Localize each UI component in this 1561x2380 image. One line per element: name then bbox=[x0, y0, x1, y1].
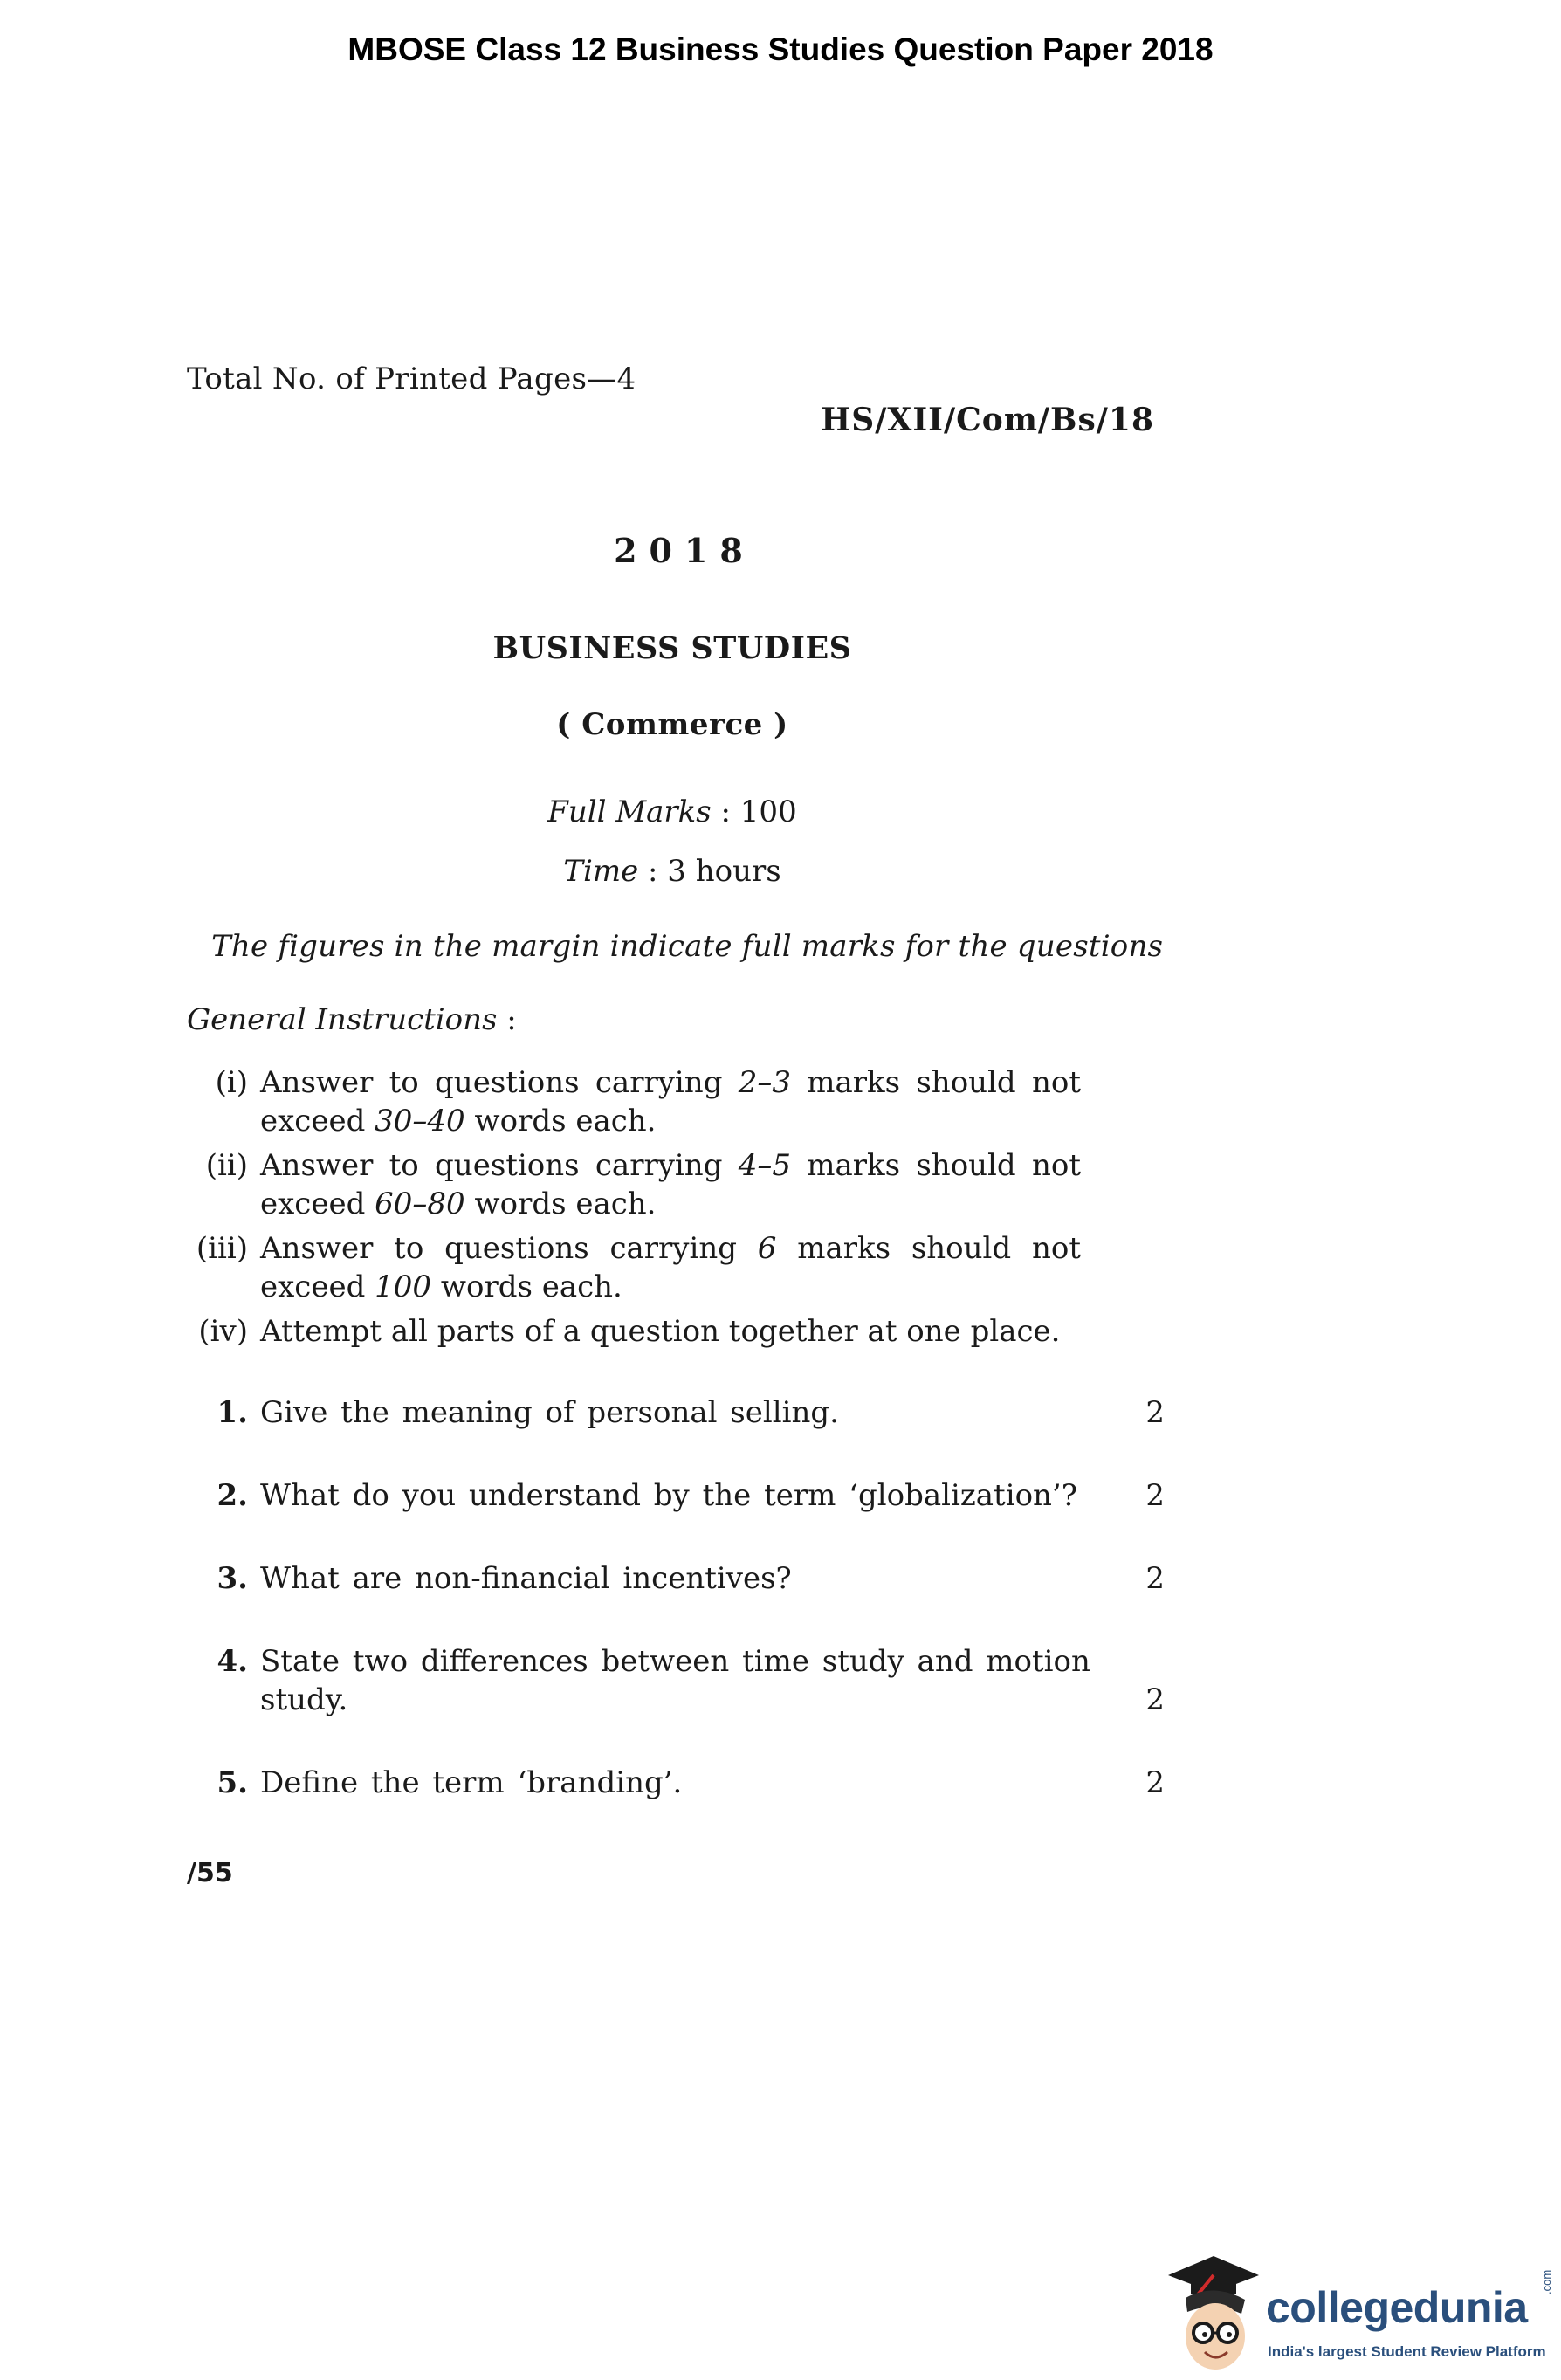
printed-pages-count: Total No. of Printed Pages—4 bbox=[187, 361, 636, 396]
subject-title: BUSINESS STUDIES bbox=[492, 630, 852, 666]
instruction-number: (iii) bbox=[196, 1231, 248, 1266]
margin-note: The figures in the margin indicate full marks for the questions bbox=[211, 929, 1164, 964]
instruction-text-part: marks should not exceed bbox=[260, 1231, 1081, 1304]
question-item bbox=[187, 1642, 1165, 1719]
logo-wordmark: collegedunia bbox=[1266, 2283, 1528, 2332]
question-item bbox=[187, 1393, 1165, 1432]
time-value: : 3 hours bbox=[638, 854, 781, 889]
question-number: 2. bbox=[217, 1478, 248, 1513]
instruction-marks-range: 6 bbox=[757, 1231, 777, 1266]
instruction-text bbox=[260, 1146, 1081, 1223]
paper-code: HS/XII/Com/Bs/18 bbox=[821, 402, 1154, 438]
question-number: 3. bbox=[217, 1561, 248, 1596]
question-marks: 2 bbox=[1145, 1478, 1165, 1513]
logo-tagline: India's largest Student Review Platform bbox=[1268, 2343, 1546, 2360]
question-text: Give the meaning of personal selling. bbox=[260, 1395, 839, 1430]
document-header-title: MBOSE Class 12 Business Studies Question Paper 2018 bbox=[347, 31, 1214, 67]
pupil-left bbox=[1202, 2332, 1207, 2337]
instruction-text-part: marks should not exceed bbox=[260, 1065, 1081, 1138]
general-instructions-colon: : bbox=[497, 1002, 517, 1037]
instruction-word-range: 30–40 bbox=[375, 1104, 465, 1138]
full-marks bbox=[0, 794, 1344, 829]
question-marks: 2 bbox=[1145, 1395, 1165, 1430]
instruction-number: (iv) bbox=[198, 1314, 248, 1349]
instruction-marks-range: 2–3 bbox=[738, 1065, 791, 1100]
question-text: State two differences between time study and motion study. bbox=[260, 1644, 1090, 1717]
student-mascot-icon bbox=[1161, 2253, 1266, 2375]
question-number: 5. bbox=[217, 1765, 248, 1800]
instruction-marks-range: 4–5 bbox=[738, 1148, 791, 1183]
time-allowed bbox=[0, 854, 1344, 889]
instruction-text-part: Answer to questions carrying bbox=[260, 1148, 739, 1183]
pupil-right bbox=[1227, 2332, 1232, 2337]
instruction-word-range: 100 bbox=[375, 1269, 432, 1304]
instruction-text-part: Answer to questions carrying bbox=[260, 1065, 739, 1100]
instruction-number: (ii) bbox=[205, 1148, 248, 1183]
full-marks-label: Full Marks bbox=[547, 794, 712, 829]
stream-label: ( Commerce ) bbox=[556, 707, 788, 742]
instruction-text bbox=[260, 1063, 1081, 1140]
question-marks: 2 bbox=[1145, 1765, 1165, 1800]
instruction-item bbox=[187, 1063, 1081, 1140]
general-instructions-title bbox=[187, 1002, 517, 1037]
question-text: What do you understand by the term ‘globalization’? bbox=[260, 1478, 1077, 1513]
instruction-item bbox=[187, 1312, 1081, 1351]
full-marks-value: : 100 bbox=[711, 794, 797, 829]
question-item bbox=[187, 1559, 1165, 1598]
question-text: Define the term ‘branding’. bbox=[260, 1765, 683, 1800]
question-marks: 2 bbox=[1145, 1682, 1165, 1717]
time-label: Time bbox=[563, 854, 639, 889]
exam-year: 2018 bbox=[614, 531, 755, 570]
questions-list bbox=[187, 1393, 1165, 1802]
instruction-number: (i) bbox=[215, 1065, 248, 1100]
instruction-text-part: words each. bbox=[464, 1104, 657, 1138]
question-number: 4. bbox=[217, 1644, 248, 1679]
instruction-text-part: words each. bbox=[464, 1187, 657, 1221]
question-item bbox=[187, 1764, 1165, 1802]
collegedunia-logo bbox=[1161, 2253, 1554, 2375]
instruction-word-range: 60–80 bbox=[375, 1187, 465, 1221]
instruction-text bbox=[260, 1229, 1081, 1306]
question-item bbox=[187, 1476, 1165, 1515]
instruction-item bbox=[187, 1146, 1081, 1223]
instructions-list bbox=[187, 1063, 1081, 1357]
instruction-text-part: words each. bbox=[431, 1269, 622, 1304]
page-code: /55 bbox=[187, 1858, 233, 1888]
question-number: 1. bbox=[217, 1395, 248, 1430]
logo-dotcom: .com bbox=[1540, 2269, 1553, 2294]
instruction-text-part: Answer to questions carrying bbox=[260, 1231, 758, 1266]
instruction-text: Attempt all parts of a question together at one place. bbox=[260, 1314, 1061, 1349]
question-marks: 2 bbox=[1145, 1561, 1165, 1596]
instruction-text-part: marks should not exceed bbox=[260, 1148, 1081, 1221]
question-text: What are non-financial incentives? bbox=[260, 1561, 792, 1596]
general-instructions-label: General Instructions bbox=[187, 1002, 498, 1037]
instruction-item bbox=[187, 1229, 1081, 1306]
